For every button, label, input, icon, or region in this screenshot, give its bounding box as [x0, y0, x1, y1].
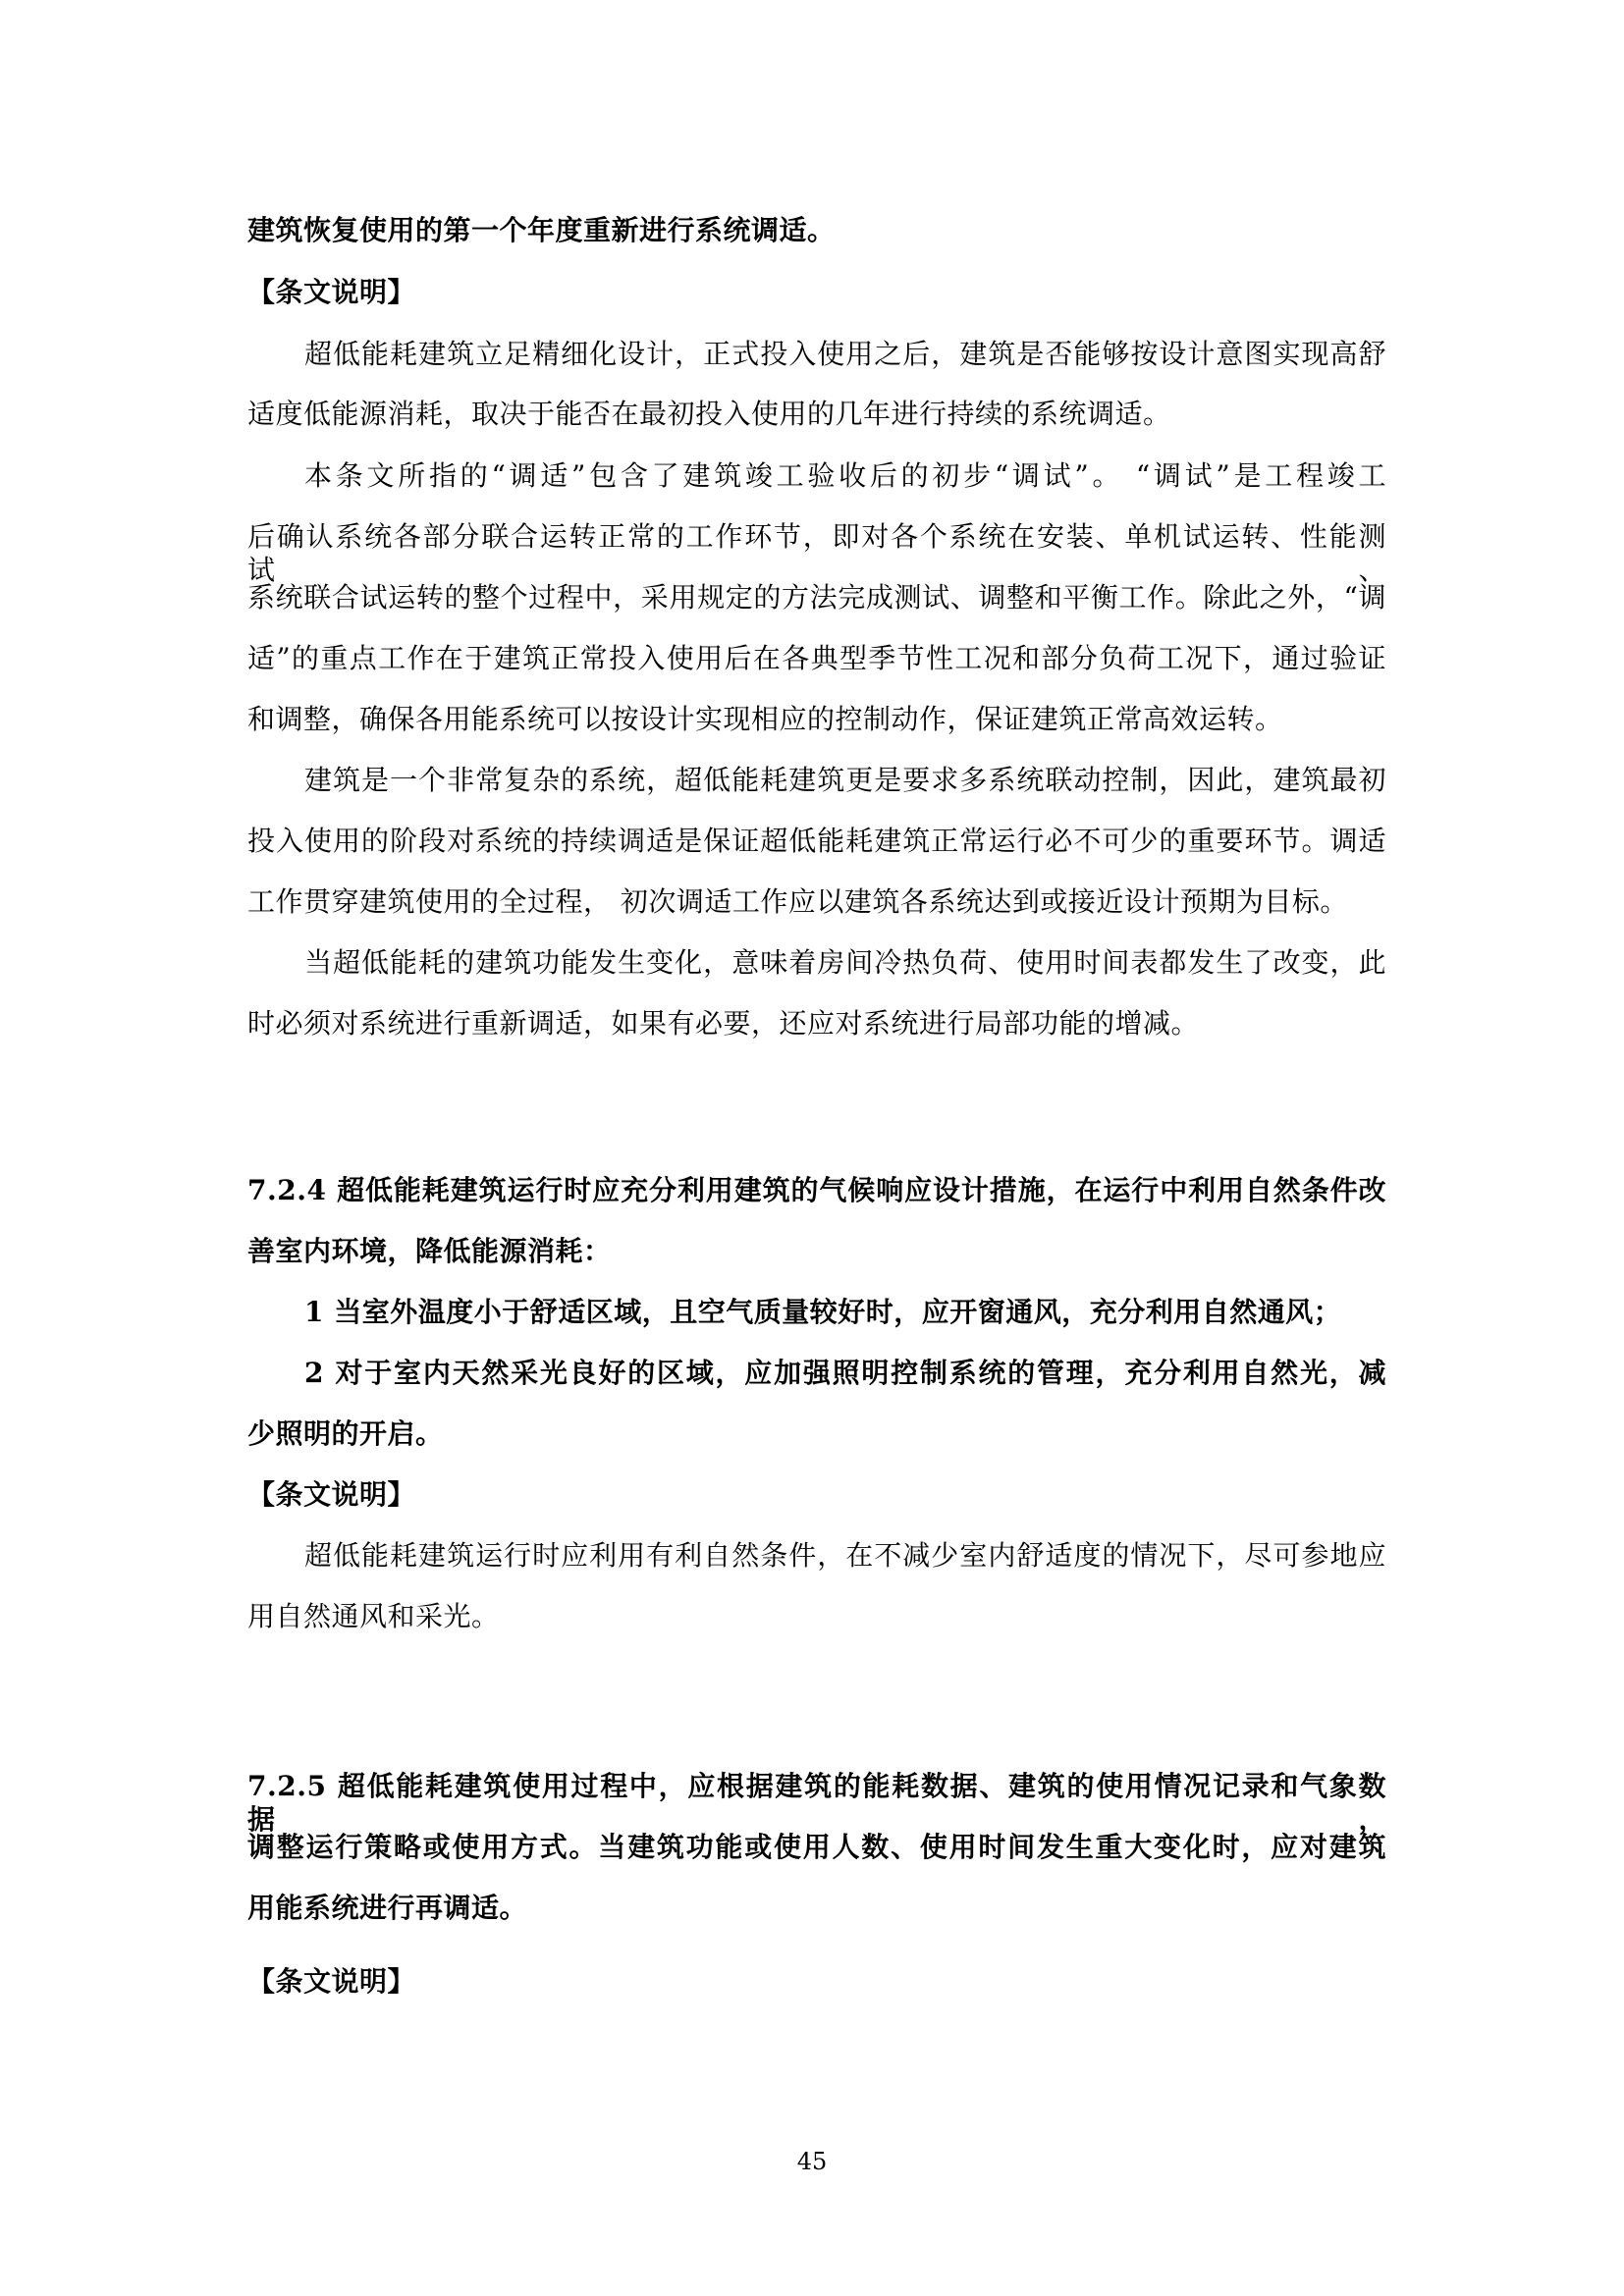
paragraph-line: 时必须对系统进行重新调适，如果有必要，还应对系统进行局部功能的增减。: [247, 1007, 1200, 1040]
paragraph-line: 系统联合试运转的整个过程中，采用规定的方法完成测试、调整和平衡工作。除此之外，“调: [247, 581, 1386, 614]
clause-7-2-4-title-continued: 善室内环境，降低能源消耗：: [247, 1235, 612, 1267]
clause-item-2-continued: 少照明的开启。: [247, 1417, 444, 1450]
page-number: 45: [796, 2148, 828, 2175]
clause-item-1: 1 当室外温度小于舒适区域，且空气质量较好时，应开窗通风，充分利用自然通风；: [304, 1296, 1342, 1328]
paragraph-line: 适”的重点工作在于建筑正常投入使用后在各典型季节性工况和部分负荷工况下，通过验证: [247, 642, 1386, 674]
paragraph-line: 工作贯穿建筑使用的全过程， 初次调适工作应以建筑各系统达到或接近设计预期为目标。: [247, 885, 1348, 918]
paragraph-line: 建筑是一个非常复杂的系统，超低能耗建筑更是要求多系统联动控制，因此，建筑最初: [304, 764, 1386, 796]
paragraph-line: 本条文所指的“调适”包含了建筑竣工验收后的初步“调试”。 “调试”是工程竣工: [304, 459, 1386, 492]
paragraph-line: 适度低能源消耗，取决于能否在最初投入使用的几年进行持续的系统调适。: [247, 398, 1171, 430]
clause-item-2: 2 对于室内天然采光良好的区域，应加强照明控制系统的管理，充分利用自然光，减: [304, 1357, 1386, 1389]
paragraph-line: 超低能耗建筑运行时应利用有利自然条件，在不减少室内舒适度的情况下，尽可参地应: [304, 1539, 1386, 1572]
paragraph-line: 后确认系统各部分联合运转正常的工作环节，即对各个系统在安装、单机试运转、性能测试、: [247, 520, 1386, 586]
clause-note-heading: 【条文说明】: [247, 1965, 416, 1998]
clause-7-2-4-title: 7.2.4 超低能耗建筑运行时应充分利用建筑的气候响应设计措施，在运行中利用自然条件改: [247, 1174, 1386, 1206]
clause-7-2-5-title: 7.2.5 超低能耗建筑使用过程中，应根据建筑的能耗数据、建筑的使用情况记录和气象数据，: [247, 1770, 1386, 1836]
clause-7-2-5-title-end: 用能系统进行再调适。: [247, 1892, 528, 1924]
paragraph-line: 投入使用的阶段对系统的持续调适是保证超低能耗建筑正常运行必不可少的重要环节。调适: [247, 825, 1386, 857]
paragraph-line: 和调整，确保各用能系统可以按设计实现相应的控制动作，保证建筑正常高效运转。: [247, 703, 1283, 735]
paragraph-line: 用自然通风和采光。: [247, 1600, 500, 1632]
clause-note-heading: 【条文说明】: [247, 276, 416, 308]
clause-7-2-5-title-continued: 调整运行策略或使用方式。当建筑功能或使用人数、使用时间发生重大变化时，应对建筑: [247, 1831, 1386, 1863]
continued-clause-text: 建筑恢复使用的第一个年度重新进行系统调适。: [247, 214, 836, 246]
paragraph-line: 当超低能耗的建筑功能发生变化，意味着房间冷热负荷、使用时间表都发生了改变，此: [304, 946, 1386, 979]
clause-note-heading: 【条文说明】: [247, 1478, 416, 1511]
paragraph-line: 超低能耗建筑立足精细化设计，正式投入使用之后，建筑是否能够按设计意图实现高舒: [304, 338, 1386, 370]
